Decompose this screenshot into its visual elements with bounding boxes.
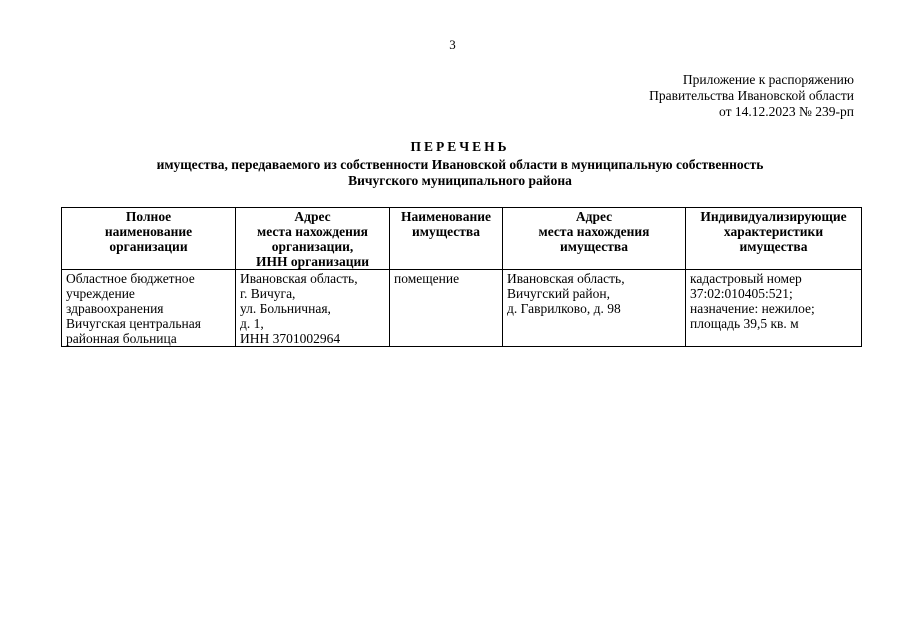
property-table [61,207,862,347]
appendix-line-1: Приложение к распоряжению [682,72,854,87]
appendix-line-2: Правительства Ивановской области [649,88,854,103]
cell-property-name: помещение [390,270,503,347]
page-number: 3 [449,37,456,52]
cell-org-name: Областное бюджетное учреждение здравоохранения Вичугская центральная районная больница [62,270,236,347]
title-line-3: Вичугского муниципального района [348,173,572,188]
header-property-address: Адрес места нахождения имущества [503,208,686,270]
document-title [60,139,860,189]
appendix-line-3: от 14.12.2023 № 239-рп [719,104,854,119]
appendix-header [649,72,854,120]
cell-property-address: Ивановская область, Вичугский район, д. Гаврилково, д. 98 [503,270,686,347]
table-header-row [62,208,862,270]
cell-org-address: Ивановская область, г. Вичуга, ул. Больничная, д. 1, ИНН 3701002964 [236,270,390,347]
title-main: ПЕРЕЧЕНЬ [410,139,510,154]
header-org-name: Полное наименование организации [62,208,236,270]
header-org-address: Адрес места нахождения организации, ИНН организации [236,208,390,270]
table-row [62,270,862,347]
header-property-name: Наименование имущества [390,208,503,270]
cell-characteristics: кадастровый номер 37:02:010405:521; назначение: нежилое; площадь 39,5 кв. м [686,270,862,347]
header-characteristics: Индивидуализирующие характеристики имущества [686,208,862,270]
title-line-2: имущества, передаваемого из собственности Ивановской области в муниципальную собственность [156,157,764,172]
